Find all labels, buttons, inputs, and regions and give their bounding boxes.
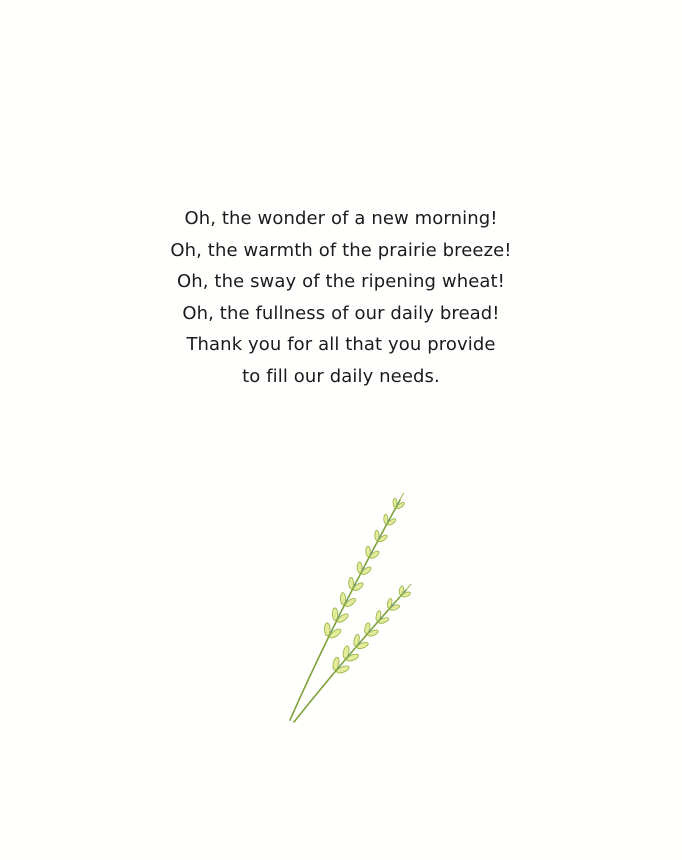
- wheat-stalk-long-grain: [349, 577, 354, 589]
- wheat-stalks-icon: [270, 490, 430, 730]
- poem-line-4: Oh, the fullness of our daily bread!: [182, 302, 500, 324]
- wheat-stalk-long-grain: [340, 593, 345, 605]
- poem-line-5: Thank you for all that you provide: [186, 334, 496, 355]
- wheat-stalk-long-grain: [384, 514, 388, 523]
- wheat-stalk-long-grain: [324, 623, 330, 636]
- poem-line-1: Oh, the wonder of a new morning!: [184, 208, 498, 229]
- poem: [0, 203, 682, 392]
- wheat-stalk-long-grain: [366, 546, 371, 557]
- wheat-stalk-long-grain: [332, 608, 338, 621]
- poem-line-2: Oh, the warmth of the prairie breeze!: [170, 239, 512, 261]
- wheat-stalk-long-awn: [400, 493, 404, 500]
- wheat-stalk-long-stem: [290, 500, 400, 720]
- wheat-stalk-long-grain: [375, 530, 379, 540]
- wheat-stalk-short-awn: [406, 584, 411, 590]
- poem-line-3: Oh, the sway of the ripening wheat!: [177, 271, 505, 292]
- wheat-stalk-long-grain: [393, 498, 397, 507]
- poem-line-6: to fill our daily needs.: [242, 365, 440, 387]
